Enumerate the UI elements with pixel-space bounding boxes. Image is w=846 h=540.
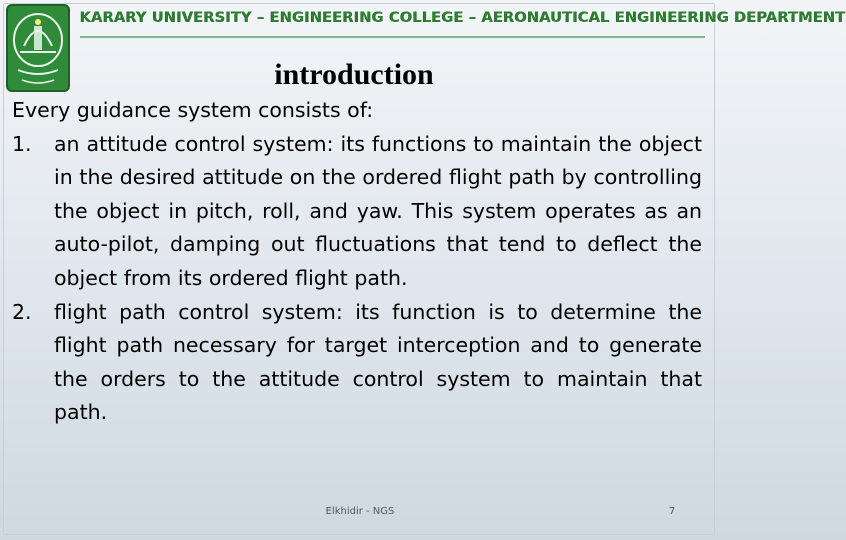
list-item xyxy=(12,128,702,296)
slide-title xyxy=(0,58,720,92)
slide-title-text: introduction xyxy=(274,58,434,91)
points-list xyxy=(12,128,702,430)
list-item-number: 1. xyxy=(12,131,32,156)
header-banner: KARARY UNIVERSITY – ENGINEERING COLLEGE – AERONAUTICAL ENGINEERING DEPARTMENT xyxy=(80,10,846,26)
header-divider xyxy=(80,36,705,38)
list-item xyxy=(12,296,702,430)
list-item-text: flight path control system: its function is to determine the flight path necessary for target interception and to generate the orders to the attitude control system to maintain that path. xyxy=(54,299,702,425)
footer-author: Elkhidir - NGS xyxy=(325,506,395,517)
list-item-text: an attitude control system: its functions to maintain the object in the desired attitude on the ordered flight path by controlling the object in pitch, roll, and yaw. This system operates as an auto-pilot, damping out fluctuations that tend to deflect the object from its ordered flight path. xyxy=(54,131,702,290)
slide-body xyxy=(12,94,702,430)
page-number: 7 xyxy=(668,506,676,517)
intro-text: Every guidance system consists of: xyxy=(12,98,374,122)
list-item-number: 2. xyxy=(12,299,32,324)
